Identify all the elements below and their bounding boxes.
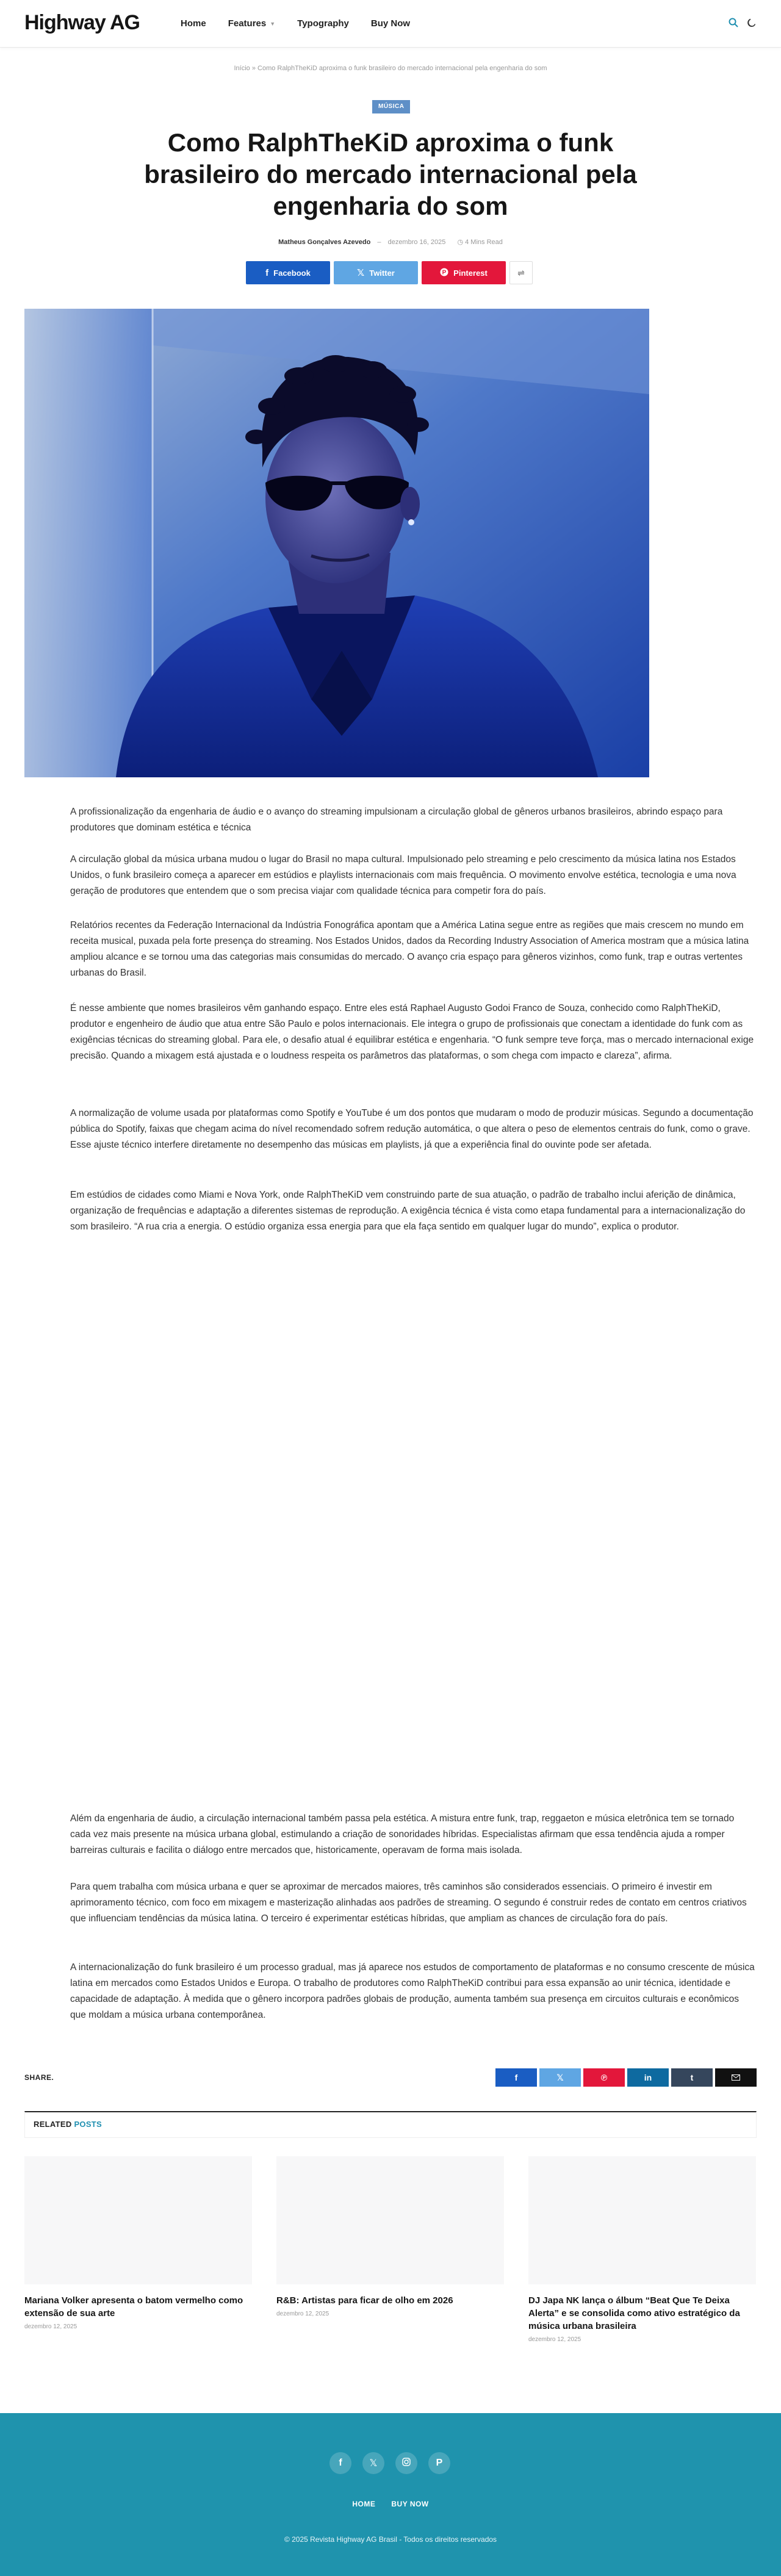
footer-link-home[interactable]: HOME	[352, 2500, 376, 2508]
site-header	[0, 0, 781, 48]
article-paragraph: É nesse ambiente que nomes brasileiros vêm ganhando espaço. Entre eles está Raphael Augusto Godoi Franco de Souza, conhecido como RalphTheKiD, produtor e engenheiro de áudio que atua entre São Paulo e polos internacionais. Ele integra o grupo de profissionais que conectam a identidade do funk com as exigências técnicas do streaming global. Para ele, o desafio atual é equilibrar estética e engenharia. “O funk sempre teve força, mas o mercado internacional exige precisão. Quando a mixagem está ajustada e o loudness respeita os parâmetros das plataformas, o som chega com impacto e clareza”, afirma.	[70, 1003, 754, 1061]
nav-item-label: Features	[228, 18, 267, 29]
facebook-icon: f	[265, 267, 269, 278]
share-x-button[interactable]	[539, 2068, 581, 2087]
related-heading-text: RELATED	[34, 2120, 72, 2129]
related-post-thumbnail[interactable]	[276, 2156, 504, 2284]
nav-item-typography[interactable]	[297, 18, 349, 29]
email-icon	[732, 2073, 740, 2082]
share-facebook-button[interactable]	[495, 2068, 537, 2087]
related-post-title[interactable]: Mariana Volker apresenta o batom vermelho como extensão de sua arte	[24, 2295, 243, 2319]
share-facebook-button[interactable]	[246, 261, 330, 284]
breadcrumb: Início » Como RalphTheKiD aproxima o funk brasileiro do mercado internacional pela engenharia do som	[234, 65, 547, 72]
footer-copyright: © 2025 Revista Highway AG Brasil - Todos os direitos reservados	[284, 2535, 497, 2544]
artist-portrait-illustration	[24, 309, 649, 777]
related-post-card[interactable]	[24, 2156, 252, 2330]
featured-image	[24, 309, 649, 777]
article-meta	[0, 238, 781, 246]
footer-nav	[0, 2500, 781, 2508]
footer-instagram-link[interactable]	[395, 2452, 417, 2474]
nav-item-home[interactable]	[181, 18, 206, 29]
share-twitter-button[interactable]	[334, 261, 418, 284]
share-more-button[interactable]	[509, 261, 533, 284]
share-label: Twitter	[369, 268, 395, 278]
share-icons	[495, 2068, 757, 2087]
related-posts-heading	[24, 2111, 757, 2138]
related-post-thumbnail[interactable]	[528, 2156, 756, 2284]
nav-item-label: Typography	[297, 18, 349, 29]
share-linkedin-button[interactable]	[627, 2068, 669, 2087]
main-nav	[181, 18, 410, 29]
related-post-date: dezembro 12, 2025	[528, 2336, 581, 2343]
pinterest-icon: P	[436, 2458, 443, 2468]
meta-separator: –	[377, 239, 381, 246]
facebook-icon: f	[339, 2458, 342, 2468]
pinterest-icon	[440, 268, 448, 278]
chevron-down-icon: ▼	[270, 20, 276, 27]
share-label: Pinterest	[453, 268, 488, 278]
search-icon[interactable]	[729, 18, 738, 27]
nav-item-label: Home	[181, 18, 206, 29]
share-more-icon: ⇌	[517, 267, 525, 278]
related-post-title[interactable]: R&B: Artistas para ficar de olho em 2026	[276, 2295, 453, 2306]
article-paragraph: Em estúdios de cidades como Miami e Nova York, onde RalphTheKiD vem construindo parte de sua atuação, o padrão de trabalho inclui aferição de dinâmica, organização de frequências e adaptação a diferentes sistemas de reprodução. A exigência técnica é vista como etapa fundamental para a internacionalização do som brasileiro. “A rua cria a energia. O estúdio organiza essa energia para que ela faça sentido em qualquer lugar do mundo”, explica o produtor.	[70, 1190, 746, 1232]
related-post-date: dezembro 12, 2025	[276, 2311, 329, 2317]
x-icon: 𝕏	[369, 2458, 378, 2469]
author-name[interactable]: Matheus Gonçalves Azevedo	[278, 239, 371, 246]
nav-item-label: Buy Now	[370, 18, 411, 29]
share-label: SHARE.	[24, 2073, 54, 2082]
related-post-card[interactable]	[276, 2156, 504, 2317]
footer-pinterest-link[interactable]	[428, 2452, 450, 2474]
footer-link-buy-now[interactable]: BUY NOW	[391, 2500, 429, 2508]
article-paragraph: A normalização de volume usada por plataformas como Spotify e YouTube é um dos pontos que mudaram o modo de produzir músicas. Segundo a documentação pública do Spotify, faixas que chegam acima do nível recomendado sofrem redução automática, o que altera o peso de elementos centrais do funk, como o grave. Esse ajuste técnico interfere diretamente no desempenho das músicas em playlists, já que a experiência final do ouvinte pode ser afetada.	[70, 1108, 754, 1150]
pinterest-icon: ℗	[600, 2073, 608, 2082]
nav-item-buy-now[interactable]	[371, 18, 410, 29]
article-paragraph: Além da engenharia de áudio, a circulação internacional também passa pela estética. A mistura entre funk, trap, reggaeton e música eletrônica tem se tornado cada vez mais presente na música urbana global, estimulando a criação de sonoridades híbridas. Especialistas afirmam que essa tendência ajuda a romper barreiras culturais e facilita o diálogo entre mercados que, historicamente, operavam de forma mais isolada.	[70, 1813, 735, 1855]
related-post-date: dezembro 12, 2025	[24, 2323, 77, 2330]
x-icon: 𝕏	[556, 2072, 564, 2082]
share-pinterest-button[interactable]	[583, 2068, 625, 2087]
article-paragraph: Relatórios recentes da Federação Internacional da Indústria Fonográfica apontam que a América Latina segue entre as regiões que mais crescem no mundo em receita musical, puxada pela forte presença do streaming. Nos Estados Unidos, dados da Recording Industry Association of America mostram que a música latina ampliou alcance e se tornou uma das categorias mais consumidas do mercado. O avanço cria espaço para gêneros vizinhos, como funk, trap e outras vertentes urbanas do Brasil.	[70, 920, 749, 978]
linkedin-icon: in	[644, 2073, 652, 2082]
share-label: Facebook	[273, 268, 311, 278]
tumblr-icon: t	[690, 2073, 694, 2082]
related-post-card[interactable]	[528, 2156, 756, 2343]
share-pinterest-button[interactable]	[422, 261, 506, 284]
footer-x-link[interactable]	[362, 2452, 384, 2474]
article-paragraph: A internacionalização do funk brasileiro é um processo gradual, mas já aparece nos estudos de comportamento de plataformas e no consumo crescente de música latina em mercados como Estados Unidos e Europa. O trabalho de produtores como RalphTheKiD contribui para essa expansão ao unir técnica, identidade e capacidade de adaptação. À medida que o gênero incorpora padrões globais de produção, aumenta também sua presença em circuitos culturais e econômicos que moldam a música urbana contemporânea.	[70, 1962, 755, 2020]
header-actions	[729, 18, 757, 27]
share-email-button[interactable]	[715, 2068, 757, 2087]
site-footer	[0, 2413, 781, 2576]
instagram-icon	[402, 2458, 411, 2469]
share-tumblr-button[interactable]	[671, 2068, 713, 2087]
article-paragraph: A circulação global da música urbana mudou o lugar do Brasil no mapa cultural. Impulsionado pelo streaming e pelo crescimento da música latina nos Estados Unidos, o funk brasileiro começa a aparecer em estúdios e playlists internacionais com mais frequência. O movimento envolve estética, tecnologia e uma nova geração de produtores que entendem que o som precisa viajar com qualidade técnica para competir fora do país.	[70, 854, 736, 896]
share-bar-bottom	[24, 2068, 757, 2088]
article-paragraph: A profissionalização da engenharia de áudio e o avanço do streaming impulsionam a circulação global de gêneros urbanos brasileiros, abrindo espaço para produtores que dominam estética e técnica	[70, 807, 723, 833]
related-heading-accent: POSTS	[74, 2120, 103, 2129]
article-date: dezembro 16, 2025	[387, 239, 446, 246]
share-buttons-top	[246, 261, 533, 284]
nav-item-features[interactable]	[228, 18, 275, 29]
dark-mode-moon-icon[interactable]	[747, 18, 757, 27]
x-icon: 𝕏	[357, 268, 365, 278]
category-badge[interactable]: MÚSICA	[372, 100, 410, 113]
clock-icon: ◷	[457, 239, 464, 246]
site-logo[interactable]: Highway AG	[24, 11, 140, 34]
related-post-title[interactable]: DJ Japa NK lança o álbum “Beat Que Te Deixa Alerta” e se consolida como ativo estratégico da música urbana brasileira	[528, 2295, 740, 2331]
related-post-thumbnail[interactable]	[24, 2156, 252, 2284]
article-title: Como RalphTheKiD aproxima o funk brasileiro do mercado internacional pela engenharia do som	[144, 128, 637, 220]
footer-social-links	[329, 2452, 450, 2474]
read-time: 4 Mins Read	[465, 239, 503, 246]
svg-text:P: P	[442, 269, 447, 276]
facebook-icon: f	[514, 2073, 518, 2082]
article-paragraph: Para quem trabalha com música urbana e quer se aproximar de mercados maiores, três caminhos são considerados essenciais. O primeiro é investir em aprimoramento técnico, com foco em mixagem e masterização alinhadas aos padrões de streaming. O segundo é construir redes de contato em centros criativos que influenciam tendências da música latina. O terceiro é experimentar estéticas híbridas, que ampliam as chances de circulação fora do país.	[70, 1882, 747, 1924]
footer-facebook-link[interactable]	[329, 2452, 351, 2474]
